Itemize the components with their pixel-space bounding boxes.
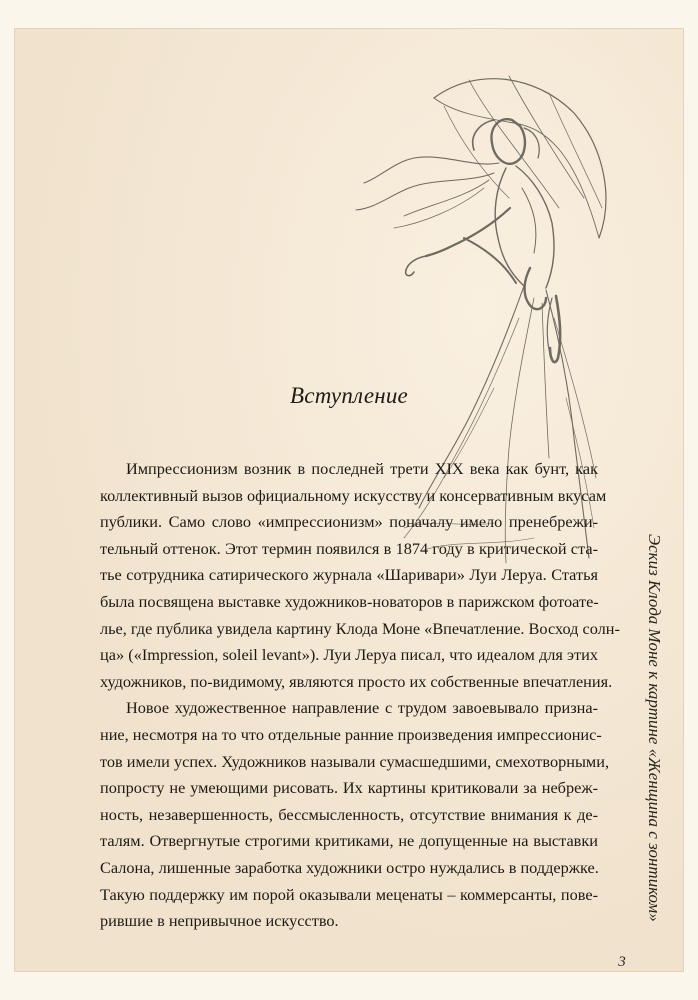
text-line: Салона, лишенные заработка художники остро нуждались в поддержке. — [100, 857, 599, 877]
text-line: тье сотрудника сатирического журнала «Шаривари» Луи Леруа. Статья — [100, 565, 598, 585]
text-line: Новое художественное направление с трудом завоевывало призна- — [126, 698, 598, 718]
text-line: коллективный вызов официальному искусству и консервативным вкусам — [100, 485, 607, 505]
text-line: художников, по-видимому, являются просто их собственные впечатления. — [100, 671, 613, 691]
text-line: тельный оттенок. Этот термин появился в 1874 году в критической ста- — [100, 538, 598, 558]
text-line: публики. Само слово «импрессионизм» поначалу имело пренебрежи- — [100, 512, 598, 532]
aged-paper-sheet — [14, 28, 684, 972]
text-line: Такую поддержку им порой оказывали меценаты – коммерсанты, пове- — [100, 884, 598, 904]
text-line: талям. Отвергнутые строгими критиками, не допущенные на выставки — [100, 831, 598, 851]
caption-text: Эскиз Клода Моне к картине «Женщина с зонтиком» — [645, 534, 664, 922]
paragraph-2 — [100, 695, 610, 934]
text-line: Импрессионизм возник в последней трети XIX века как бунт, как — [126, 459, 598, 478]
paragraph-1 — [100, 456, 620, 695]
text-line: ние, несмотря на то что отдельные ранние произведения импрессионис- — [100, 724, 602, 744]
body-text — [100, 456, 620, 935]
text-line: лье, где публика увидела картину Клода Моне «Впечатление. Восход солн- — [100, 618, 620, 638]
chapter-heading: Вступление — [290, 383, 408, 408]
text-line: тов имели успех. Художников называли сумасшедшими, смехотворными, — [100, 751, 610, 771]
text-line: попросту не умеющими рисовать. Их картины критиковали за небреж- — [100, 778, 598, 798]
text-line: была посвящена выставке художников-новаторов в парижском фотоате- — [100, 591, 599, 611]
illustration-caption — [645, 534, 674, 922]
text-line: ность, незавершенность, бессмысленность, отсутствие внимания к де- — [100, 804, 598, 824]
page-number: 3 — [618, 954, 626, 970]
text-line: ца» («Impression, soleil levant»). Луи Леруа писал, что идеалом для этих — [100, 645, 598, 665]
text-line: рившие в непривычное искусство. — [100, 911, 339, 931]
